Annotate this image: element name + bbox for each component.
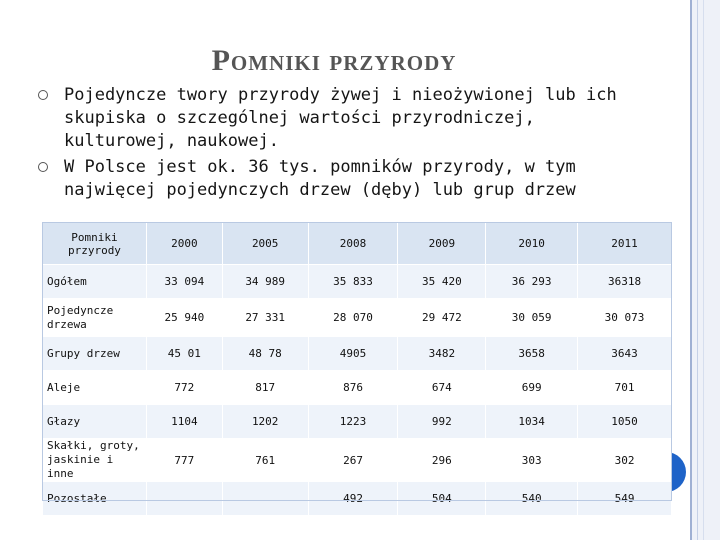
header-cell-year: 2000 xyxy=(146,223,222,265)
bullet-text: Pojedyncze twory przyrody żywej i nieożywionej lub ich skupiska o szczególnej wartości przyrodniczej, kulturowej, naukowej. xyxy=(64,85,617,151)
row-label: Skałki, groty, jaskinie i inne xyxy=(43,439,147,482)
table-row xyxy=(43,371,672,405)
table-cell: 33 094 xyxy=(146,265,222,299)
bullet-item xyxy=(34,156,654,202)
bullet-list xyxy=(34,84,654,205)
table-cell: 267 xyxy=(308,439,398,482)
table-cell: 48 78 xyxy=(222,337,308,371)
right-border-band xyxy=(690,0,720,540)
table-cell: 29 472 xyxy=(398,299,486,337)
table-cell: 30 059 xyxy=(486,299,578,337)
bullet-text: W Polsce jest ok. 36 tys. pomników przyrody, w tym najwięcej pojedynczych drzew (dęby) lub grup drzew xyxy=(64,157,576,200)
table-cell: 1104 xyxy=(146,405,222,439)
table-row xyxy=(43,405,672,439)
table-cell: 296 xyxy=(398,439,486,482)
table-cell: 35 420 xyxy=(398,265,486,299)
table-cell: 28 070 xyxy=(308,299,398,337)
table-cell: 817 xyxy=(222,371,308,405)
table-cell: 35 833 xyxy=(308,265,398,299)
row-label: Ogółem xyxy=(43,265,147,299)
table-cell: 1202 xyxy=(222,405,308,439)
table-cell: 777 xyxy=(146,439,222,482)
table-row xyxy=(43,299,672,337)
row-label: Pozostałe xyxy=(43,482,147,516)
table-cell: 30 073 xyxy=(578,299,672,337)
row-label: Aleje xyxy=(43,371,147,405)
slide-title: Pomniki przyrody xyxy=(211,44,457,77)
table-row xyxy=(43,265,672,299)
table-cell: 549 xyxy=(578,482,672,516)
table-cell xyxy=(222,482,308,516)
right-border-line xyxy=(690,0,692,540)
table-cell: 3482 xyxy=(398,337,486,371)
table-cell: 3658 xyxy=(486,337,578,371)
header-cell-year: 2005 xyxy=(222,223,308,265)
table-cell: 36318 xyxy=(578,265,672,299)
table-cell: 36 293 xyxy=(486,265,578,299)
row-label: Grupy drzew xyxy=(43,337,147,371)
table-cell: 303 xyxy=(486,439,578,482)
right-border-line xyxy=(703,0,704,540)
header-cell-label: Pomniki przyrody xyxy=(43,223,147,265)
table-cell: 27 331 xyxy=(222,299,308,337)
table-cell: 876 xyxy=(308,371,398,405)
table-cell: 492 xyxy=(308,482,398,516)
table-cell: 540 xyxy=(486,482,578,516)
table-row xyxy=(43,439,672,482)
table-cell: 504 xyxy=(398,482,486,516)
bullet-item xyxy=(34,84,654,153)
table-row xyxy=(43,482,672,516)
table-cell: 1034 xyxy=(486,405,578,439)
table-cell: 761 xyxy=(222,439,308,482)
table-cell: 699 xyxy=(486,371,578,405)
table-cell: 45 01 xyxy=(146,337,222,371)
monuments-table xyxy=(42,222,672,516)
circle-bullet-icon xyxy=(38,162,48,172)
row-label: Pojedyncze drzewa xyxy=(43,299,147,337)
table-cell: 1223 xyxy=(308,405,398,439)
table-cell: 302 xyxy=(578,439,672,482)
header-cell-year: 2011 xyxy=(578,223,672,265)
header-cell-year: 2008 xyxy=(308,223,398,265)
table-cell: 674 xyxy=(398,371,486,405)
circle-bullet-icon xyxy=(38,90,48,100)
table-cell: 3643 xyxy=(578,337,672,371)
table-header-row xyxy=(43,223,672,265)
row-label: Głazy xyxy=(43,405,147,439)
data-table-container xyxy=(42,222,672,516)
header-cell-year: 2009 xyxy=(398,223,486,265)
table-cell: 25 940 xyxy=(146,299,222,337)
table-cell: 34 989 xyxy=(222,265,308,299)
table-row xyxy=(43,337,672,371)
table-cell: 1050 xyxy=(578,405,672,439)
table-cell: 992 xyxy=(398,405,486,439)
table-cell xyxy=(146,482,222,516)
right-border-line xyxy=(697,0,698,540)
table-cell: 772 xyxy=(146,371,222,405)
table-cell: 701 xyxy=(578,371,672,405)
header-cell-year: 2010 xyxy=(486,223,578,265)
table-cell: 4905 xyxy=(308,337,398,371)
